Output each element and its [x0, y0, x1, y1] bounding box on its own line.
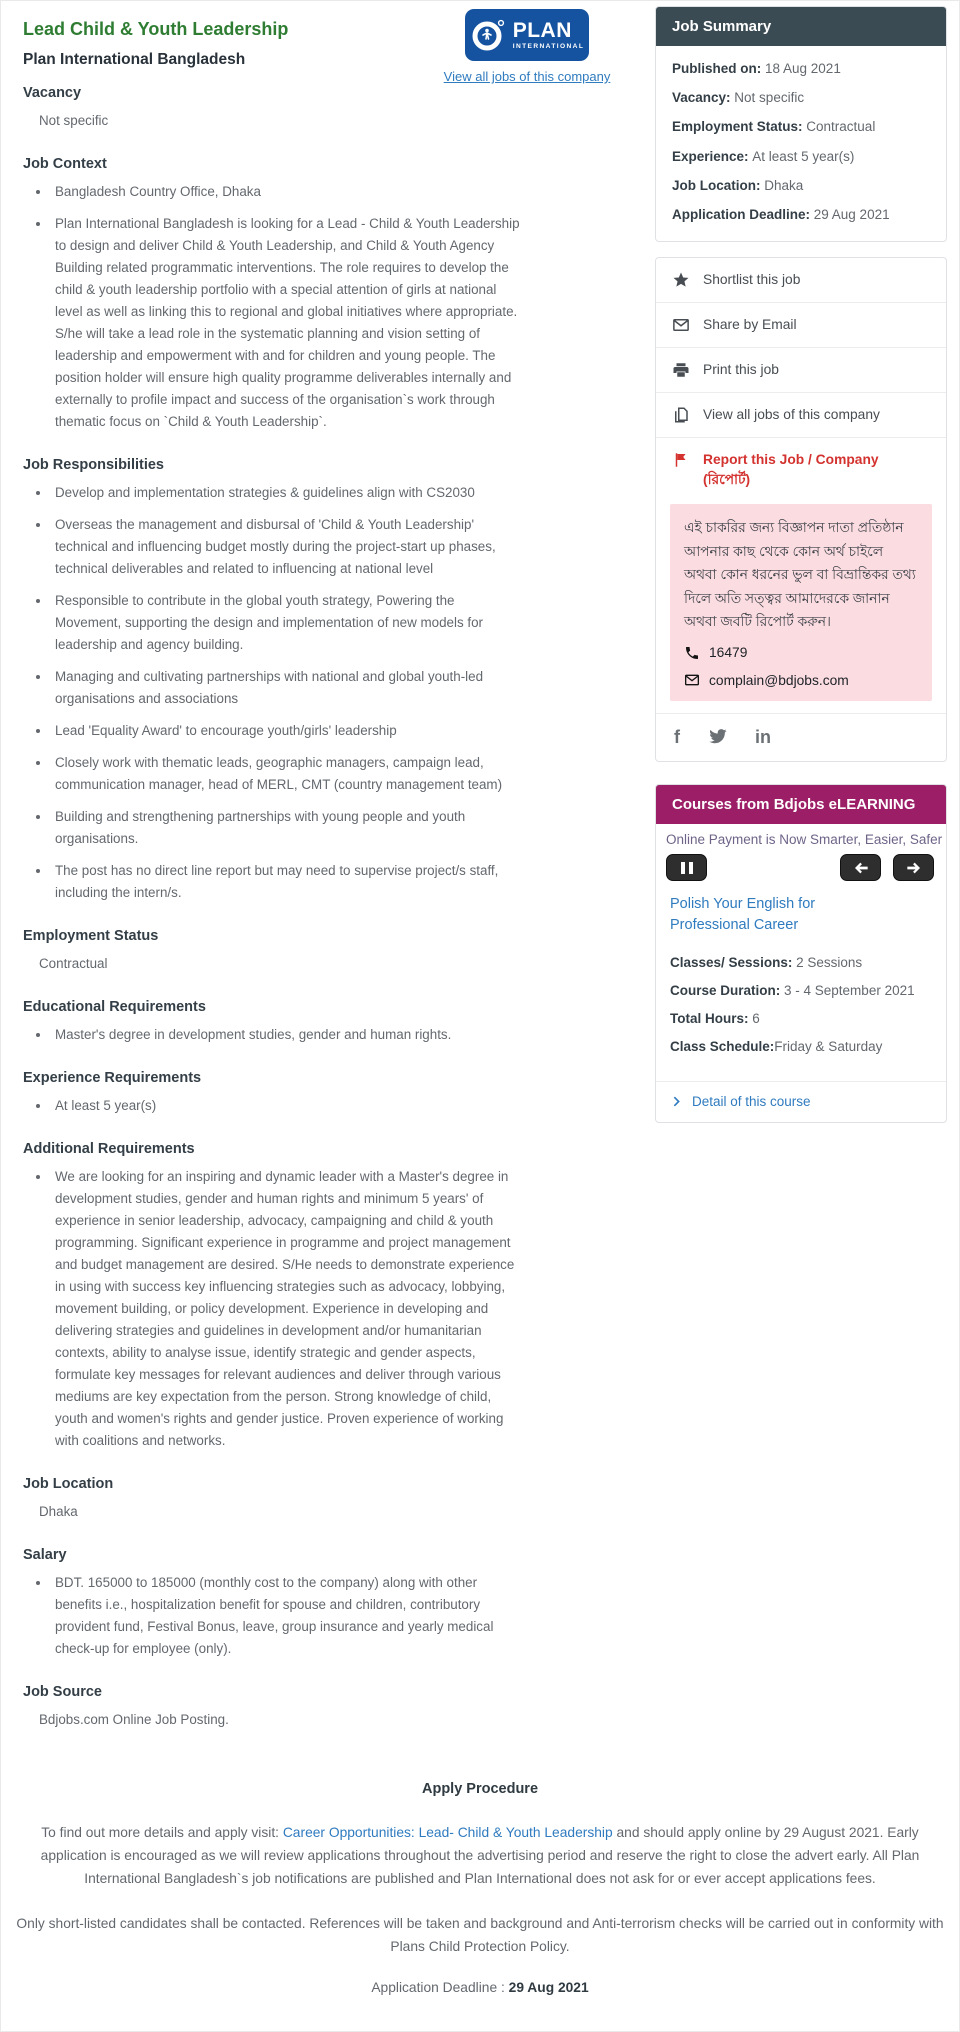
bullet-list — [23, 181, 523, 433]
pause-icon — [681, 862, 693, 874]
section-job-context — [23, 156, 523, 433]
social-share-row — [656, 713, 946, 761]
section-heading: Salary — [23, 1547, 67, 1563]
summary-row-experience: Experience: At least 5 year(s) — [672, 148, 855, 164]
twitter-icon[interactable] — [708, 727, 727, 746]
carousel-controls — [656, 849, 946, 885]
bullet-item: • The post has no direct line report but may need to supervise project/s staff, including the intern/s. — [51, 860, 523, 904]
action-label: Share by Email — [703, 317, 797, 333]
chevron-right-icon — [670, 1095, 683, 1108]
next-button[interactable] — [893, 854, 934, 881]
bullet-list — [23, 482, 523, 904]
flag-icon — [672, 451, 690, 469]
report-phone-number: 16479 — [709, 644, 748, 660]
bullet-item: • Managing and cultivating partnerships with national and global youth-led organisations and associations — [51, 666, 523, 710]
sidebar — [655, 1, 947, 1138]
plan-ring-icon — [470, 16, 506, 54]
section-job-responsibilities — [23, 457, 523, 904]
job-title: Lead Child & Youth Leadership — [23, 19, 289, 39]
section-heading: Job Context — [23, 156, 107, 172]
plan-wordmark: PLAN — [512, 19, 572, 42]
section-value: Dhaka — [39, 1504, 78, 1519]
section-heading: Job Responsibilities — [23, 457, 164, 473]
report-email-row — [684, 672, 918, 690]
section-vacancy — [23, 85, 523, 132]
star-icon — [672, 271, 690, 289]
section-educational-requirements — [23, 999, 523, 1046]
course-row-hours: Total Hours: 6 — [670, 1011, 760, 1027]
course-detail-label: Detail of this course — [692, 1094, 811, 1110]
section-value: Bdjobs.com Online Job Posting. — [39, 1712, 229, 1727]
bullet-list — [23, 1572, 523, 1660]
bullet-item: • Lead 'Equality Award' to encourage youth/girls' leadership — [51, 720, 523, 742]
deadline-value: 29 Aug 2021 — [508, 1980, 589, 1995]
section-heading: Educational Requirements — [23, 999, 206, 1015]
company-logo-block — [441, 9, 613, 84]
plan-logo-text — [513, 20, 585, 50]
bullet-item: • Plan International Bangladesh is looking for a Lead - Child & Youth Leadership to design and deliver Child & Youth Leadership, and Child & Youth Agency Building related programmatic interventions. The role requires to develop the child & youth leadership portfolio with a special attention of girls at national level as well as linking this to regional and global initiatives where appropriate. S/he will take a lead role in the systematic planning and vision setting of leadership and empowerment with and for children and young people. The position holder will ensure high quality programme deliverables internally and externally to profile impact and success of the organisation`s work through thematic focus on `Child & Youth Leadership`. — [51, 213, 523, 433]
printer-icon — [672, 361, 690, 379]
elearning-card — [655, 784, 947, 1123]
summary-row-job-location: Job Location: Dhaka — [672, 177, 804, 193]
job-header — [23, 19, 631, 84]
course-row-sessions: Classes/ Sessions: 2 Sessions — [670, 955, 863, 971]
job-summary-title: Job Summary — [656, 7, 946, 46]
bullet-item: • Closely work with thematic leads, geographic managers, campaign lead, communication manager, head of MERL, CMT (country management team) — [51, 752, 523, 796]
report-warning-text: এই চাকরির জন্য বিজ্ঞাপন দাতা প্রতিষ্ঠান আপনার কাছ থেকে কোন অর্থ চাইলে অথবা কোন ধরনের ভুল বা বিভ্রান্তিকর তথ্য দিলে অতি সত্ত্বর আমাদেরকে জানান অথবা জবটি রিপোর্ট করুন। — [684, 520, 916, 630]
action-share-email[interactable] — [656, 303, 946, 348]
section-salary — [23, 1547, 523, 1660]
section-heading: Additional Requirements — [23, 1141, 195, 1157]
linkedin-icon[interactable]: in — [755, 726, 771, 747]
arrow-right-icon — [903, 860, 925, 876]
section-value: Not specific — [39, 113, 109, 128]
apply-instructions — [11, 1821, 949, 1890]
section-experience-requirements — [23, 1070, 523, 1117]
plan-wordmark-sub: INTERNATIONAL — [512, 43, 585, 50]
bullet-item: • We are looking for an inspiring and dynamic leader with a Master's degree in development studies, gender and human rights and minimum 5 years' of experience in senior leadership, advocacy, campaigning and child & youth programming. Significant experience in programme and project management and budget management are desired. S/He needs to demonstrate experience in using with success key influencing strategies such as advocacy, lobbying, movement building, or policy development. Experience in developing and delivering strategies and guidelines in development and/or humanitarian contexts, ability to analyse issue, identify strategic and gender aspects, formulate key messages for relevant audiences and deliver through various mediums are key expectation from the person. Strong knowledge of child, youth and women's rights and gender justice. Proven experience of working with coalitions and networks. — [51, 1166, 523, 1452]
bullet-item: • Building and strengthening partnerships with young people and youth organisations. — [51, 806, 523, 850]
phone-icon — [684, 645, 700, 661]
arrow-left-icon — [850, 860, 872, 876]
view-all-jobs-link[interactable]: View all jobs of this company — [443, 69, 611, 84]
course-details — [656, 938, 946, 1069]
action-label: Shortlist this job — [703, 272, 801, 288]
facebook-icon[interactable]: f — [674, 726, 680, 747]
career-opportunities-link[interactable]: Career Opportunities: Lead- Child & Youth Leadership — [282, 1825, 613, 1840]
job-detail-column — [1, 1, 653, 1755]
action-view-all-jobs[interactable] — [656, 393, 946, 438]
course-title-link[interactable]: Polish Your English for Professional Career — [670, 896, 816, 934]
company-logo — [465, 9, 589, 61]
course-row-duration: Course Duration: 3 - 4 September 2021 — [670, 983, 915, 999]
section-job-location — [23, 1476, 523, 1523]
job-summary-body — [656, 46, 946, 241]
section-job-source — [23, 1684, 523, 1731]
bullet-item: • Responsible to contribute in the global youth strategy, Powering the Movement, supporting the design and implementation of new models for leadership and agency building. — [51, 590, 523, 656]
report-email-address: complain@bdjobs.com — [709, 672, 849, 688]
bullet-item: • Overseas the management and disbursal of 'Child & Youth Leadership' technical and influencing budget mostly during the project-start up phases, technical deliverables and related to influencing at national level — [51, 514, 523, 580]
bullet-item: • Master's degree in development studies, gender and human rights. — [51, 1024, 523, 1046]
main-columns — [1, 1, 959, 1755]
action-label: View all jobs of this company — [703, 407, 880, 423]
report-phone-row — [684, 644, 918, 662]
section-value: Contractual — [39, 956, 108, 971]
action-label: Print this job — [703, 362, 779, 378]
apply-procedure-heading: Apply Procedure — [421, 1781, 539, 1797]
deadline-label: Application Deadline : — [371, 1980, 509, 1995]
shortlist-note: Only short-listed candidates shall be contacted. References will be taken and background and Anti-terrorism checks will be carried out in conformity with Plans Child Protection Policy. — [16, 1916, 944, 1954]
action-report-job[interactable] — [656, 438, 946, 502]
bullet-list — [23, 1166, 523, 1452]
elearning-title: Courses from Bdjobs eLEARNING — [656, 785, 946, 824]
bullet-list — [23, 1095, 523, 1117]
job-summary-card — [655, 6, 947, 242]
job-actions-card — [655, 257, 947, 762]
prev-button[interactable] — [840, 854, 881, 881]
summary-row-published: Published on: 18 Aug 2021 — [672, 61, 841, 76]
summary-row-employment-status: Employment Status: Contractual — [672, 119, 876, 135]
action-label: Report this Job / Company (রিপোর্ট) — [703, 452, 879, 488]
action-print[interactable] — [656, 348, 946, 393]
section-heading: Experience Requirements — [23, 1070, 202, 1086]
summary-row-vacancy: Vacancy: Not specific — [672, 90, 805, 106]
mail-icon — [684, 672, 700, 688]
bullet-list — [23, 1024, 523, 1046]
bullet-item: • Bangladesh Country Office, Dhaka — [51, 181, 523, 203]
apply-text-after: and should apply online by 29 August 2021. Early application is encouraged as we will review applications throughout the advertising period and reserve the right to close the advert early. All Plan International Bangladesh`s job notifications are published and Plan International does not ask for or ever accept applications fees. — [40, 1825, 920, 1886]
report-warning-box — [670, 504, 932, 701]
pause-button[interactable] — [666, 854, 707, 881]
application-deadline-line — [11, 1980, 949, 1995]
bullet-item: • At least 5 year(s) — [51, 1095, 523, 1117]
section-heading: Vacancy — [23, 85, 82, 101]
section-heading: Employment Status — [23, 928, 159, 944]
apply-text-before: To find out more details and apply visit: — [41, 1825, 283, 1840]
apply-procedure-section — [1, 1755, 959, 1995]
envelope-icon — [672, 316, 690, 334]
action-shortlist[interactable] — [656, 258, 946, 303]
elearning-ticker: Online Payment is Now Smarter, Easier, Safer — [666, 832, 943, 848]
section-employment-status — [23, 928, 523, 975]
company-name: Plan International Bangladesh — [23, 51, 246, 68]
section-heading: Job Source — [23, 1684, 102, 1700]
section-additional-requirements — [23, 1141, 523, 1452]
summary-row-application-deadline: Application Deadline: 29 Aug 2021 — [672, 207, 890, 223]
course-detail-link[interactable] — [656, 1081, 946, 1122]
section-heading: Job Location — [23, 1476, 114, 1492]
bullet-item: • Develop and implementation strategies & guidelines align with CS2030 — [51, 482, 523, 504]
pages-icon — [672, 406, 690, 424]
bullet-item: • BDT. 165000 to 185000 (monthly cost to the company) along with other benefits i.e., hospitalization benefit for spouse and children, contributory provident fund, Festival Bonus, leave, group insurance and yearly medical check-up for employee (only). — [51, 1572, 523, 1660]
course-row-schedule: Class Schedule:Friday & Saturday — [670, 1039, 883, 1055]
